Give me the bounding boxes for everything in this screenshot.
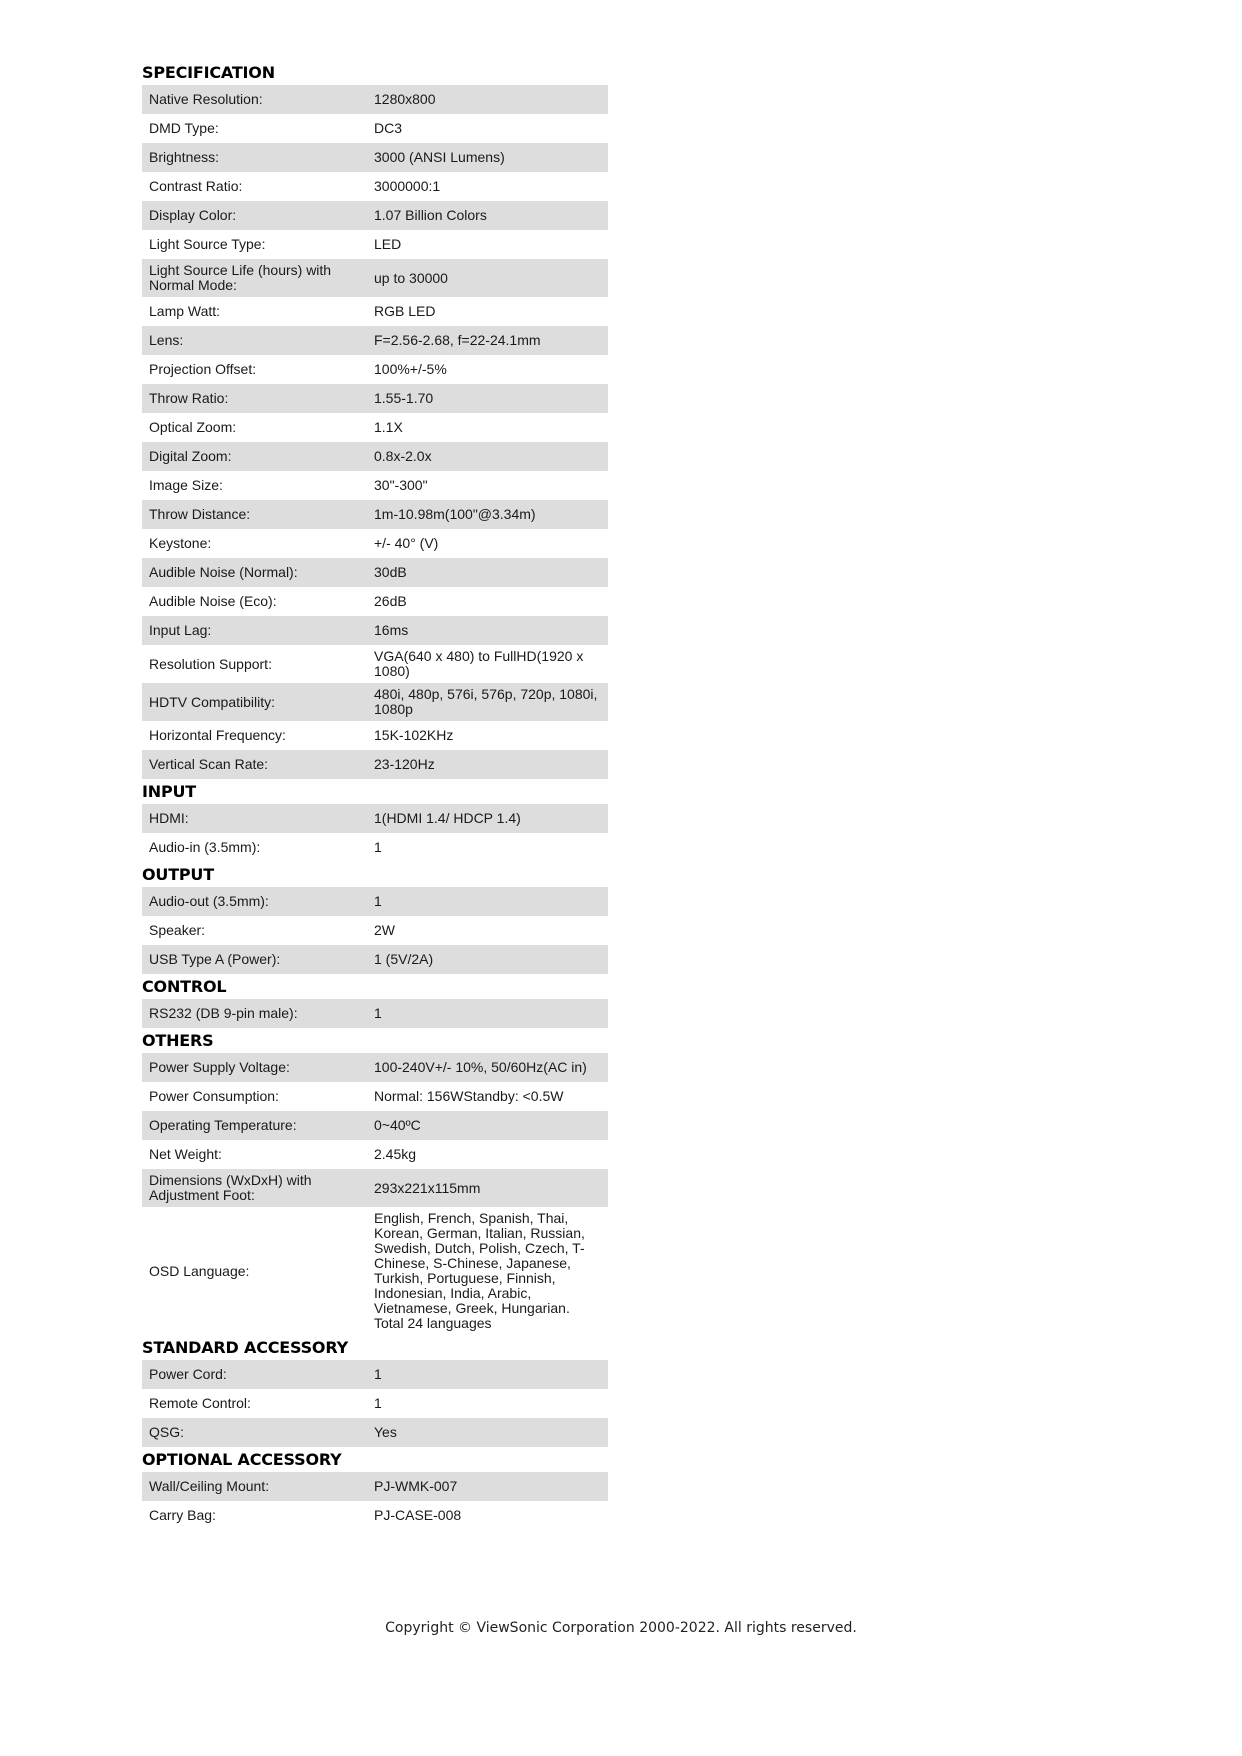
spec-label: Power Consumption: bbox=[149, 1088, 279, 1104]
spec-value: DC3 bbox=[374, 120, 403, 136]
spec-label: Vertical Scan Rate: bbox=[149, 756, 269, 772]
spec-value: 23-120Hz bbox=[374, 756, 435, 772]
spec-label: Native Resolution: bbox=[149, 91, 263, 107]
spec-value: 1m-10.98m(100"@3.34m) bbox=[374, 506, 536, 522]
spec-label: Carry Bag: bbox=[149, 1507, 216, 1523]
spec-value: 0~40ºC bbox=[374, 1117, 421, 1133]
spec-value: +/- 40° (V) bbox=[374, 535, 439, 551]
spec-row bbox=[142, 172, 608, 201]
spec-value: 3000 (ANSI Lumens) bbox=[374, 149, 505, 165]
spec-value: RGB LED bbox=[374, 303, 436, 319]
spec-row bbox=[142, 85, 608, 114]
spec-value: 0.8x-2.0x bbox=[374, 448, 432, 464]
spec-section bbox=[142, 60, 608, 779]
spec-value: F=2.56-2.68, f=22-24.1mm bbox=[374, 332, 541, 348]
spec-row bbox=[142, 442, 608, 471]
spec-section bbox=[142, 974, 608, 1028]
spec-label: Dimensions (WxDxH) with Adjustment Foot: bbox=[149, 1172, 312, 1203]
spec-label: Light Source Life (hours) with Normal Mode: bbox=[149, 262, 332, 293]
spec-value: 480i, 480p, 576i, 576p, 720p, 1080i, 1080p bbox=[374, 686, 598, 717]
spec-label: Audio-out (3.5mm): bbox=[149, 893, 269, 909]
section-title: CONTROL bbox=[142, 977, 227, 996]
spec-row bbox=[142, 945, 608, 974]
spec-label: Net Weight: bbox=[149, 1146, 222, 1162]
spec-value: 293x221x115mm bbox=[374, 1179, 481, 1196]
spec-label: Image Size: bbox=[149, 477, 223, 493]
spec-row bbox=[142, 529, 608, 558]
spec-value: VGA(640 x 480) to FullHD(1920 x 1080) bbox=[374, 648, 584, 679]
spec-value: 1(HDMI 1.4/ HDCP 1.4) bbox=[374, 810, 521, 826]
spec-row bbox=[142, 1111, 608, 1140]
spec-label: Throw Distance: bbox=[149, 506, 251, 522]
spec-row bbox=[142, 616, 608, 645]
spec-label: RS232 (DB 9-pin male): bbox=[149, 1005, 298, 1021]
spec-label: Power Cord: bbox=[149, 1366, 227, 1382]
spec-row bbox=[142, 999, 608, 1028]
spec-value: 1.1X bbox=[374, 419, 403, 435]
spec-section bbox=[142, 1447, 608, 1530]
spec-row bbox=[142, 1140, 608, 1169]
spec-label: Input Lag: bbox=[149, 622, 212, 638]
spec-value: 15K-102KHz bbox=[374, 727, 454, 743]
spec-label: Digital Zoom: bbox=[149, 448, 232, 464]
spec-label: OSD Language: bbox=[149, 1262, 250, 1279]
spec-row bbox=[142, 500, 608, 529]
spec-section bbox=[142, 1028, 608, 1335]
spec-value: 1.55-1.70 bbox=[374, 390, 434, 406]
spec-value: PJ-CASE-008 bbox=[374, 1507, 462, 1523]
spec-row bbox=[142, 750, 608, 779]
spec-value: Normal: 156WStandby: <0.5W bbox=[374, 1088, 564, 1104]
spec-value: 1 (5V/2A) bbox=[374, 951, 434, 967]
spec-label: Audio-in (3.5mm): bbox=[149, 839, 261, 855]
spec-label: Power Supply Voltage: bbox=[149, 1059, 290, 1075]
spec-row bbox=[142, 558, 608, 587]
spec-row bbox=[142, 683, 608, 721]
spec-label: Lamp Watt: bbox=[149, 303, 221, 319]
spec-label: Audible Noise (Eco): bbox=[149, 593, 277, 609]
spec-row bbox=[142, 645, 608, 683]
section-title: INPUT bbox=[142, 782, 196, 801]
spec-row bbox=[142, 1418, 608, 1447]
spec-section bbox=[142, 779, 608, 862]
spec-value: Yes bbox=[374, 1424, 397, 1440]
spec-row bbox=[142, 230, 608, 259]
spec-label: Light Source Type: bbox=[149, 236, 266, 252]
spec-value: 100%+/-5% bbox=[374, 361, 447, 377]
spec-label: Horizontal Frequency: bbox=[149, 727, 286, 743]
spec-value: 30dB bbox=[374, 564, 407, 580]
section-title: SPECIFICATION bbox=[142, 63, 275, 82]
spec-label: Contrast Ratio: bbox=[149, 178, 243, 194]
spec-label: Remote Control: bbox=[149, 1395, 251, 1411]
spec-row bbox=[142, 721, 608, 750]
spec-label: Audible Noise (Normal): bbox=[149, 564, 298, 580]
section-title: OTHERS bbox=[142, 1031, 214, 1050]
spec-label: Optical Zoom: bbox=[149, 419, 237, 435]
spec-row bbox=[142, 1053, 608, 1082]
spec-document bbox=[142, 60, 608, 1530]
spec-row bbox=[142, 384, 608, 413]
spec-value: 1280x800 bbox=[374, 91, 436, 107]
spec-row bbox=[142, 326, 608, 355]
spec-row bbox=[142, 1360, 608, 1389]
spec-row bbox=[142, 143, 608, 172]
spec-row bbox=[142, 1207, 608, 1335]
spec-label: Keystone: bbox=[149, 535, 212, 551]
spec-value: up to 30000 bbox=[374, 269, 448, 286]
spec-row bbox=[142, 259, 608, 297]
spec-value: 100-240V+/- 10%, 50/60Hz(AC in) bbox=[374, 1059, 587, 1075]
spec-value: 16ms bbox=[374, 622, 409, 638]
spec-row bbox=[142, 114, 608, 143]
spec-row bbox=[142, 1501, 608, 1530]
spec-section bbox=[142, 1335, 608, 1447]
spec-label: Projection Offset: bbox=[149, 361, 257, 377]
spec-row bbox=[142, 413, 608, 442]
spec-value: 26dB bbox=[374, 593, 407, 609]
spec-value: 1 bbox=[374, 839, 382, 855]
spec-value: PJ-WMK-007 bbox=[374, 1478, 458, 1494]
spec-value: LED bbox=[374, 236, 402, 252]
spec-value: 1 bbox=[374, 893, 382, 909]
spec-row bbox=[142, 804, 608, 833]
spec-row bbox=[142, 297, 608, 326]
spec-label: HDTV Compatibility: bbox=[149, 693, 276, 710]
spec-row bbox=[142, 587, 608, 616]
spec-value: 30"-300" bbox=[374, 477, 428, 493]
spec-row bbox=[142, 355, 608, 384]
spec-value: 2W bbox=[374, 922, 395, 938]
spec-value: 1 bbox=[374, 1395, 382, 1411]
spec-value: 2.45kg bbox=[374, 1146, 417, 1162]
spec-value: 3000000:1 bbox=[374, 178, 441, 194]
spec-label: Lens: bbox=[149, 332, 184, 348]
spec-row bbox=[142, 833, 608, 862]
spec-row bbox=[142, 471, 608, 500]
spec-value: 1.07 Billion Colors bbox=[374, 207, 487, 223]
spec-label: Display Color: bbox=[149, 207, 237, 223]
copyright-footer: Copyright © ViewSonic Corporation 2000-2022. All rights reserved. bbox=[385, 1620, 857, 1636]
spec-label: Speaker: bbox=[149, 922, 206, 938]
section-title: STANDARD ACCESSORY bbox=[142, 1338, 348, 1357]
spec-row bbox=[142, 1169, 608, 1207]
spec-label: Throw Ratio: bbox=[149, 390, 229, 406]
spec-label: Brightness: bbox=[149, 149, 220, 165]
spec-row bbox=[142, 1082, 608, 1111]
spec-label: Resolution Support: bbox=[149, 655, 272, 672]
spec-value: English, French, Spanish, Thai, Korean, German, Italian, Russian, Swedish, Dutch, Polish, Czech, T-Chinese, S-Chinese, Japanese, Turkish, Portuguese, Finnish, Indonesian, India, Arabic, Vietnamese, Greek, Hungarian. Total 24 languages bbox=[374, 1210, 585, 1331]
spec-row bbox=[142, 916, 608, 945]
spec-label: DMD Type: bbox=[149, 120, 219, 136]
spec-row bbox=[142, 1472, 608, 1501]
spec-row bbox=[142, 1389, 608, 1418]
spec-value: 1 bbox=[374, 1366, 382, 1382]
spec-value: 1 bbox=[374, 1005, 382, 1021]
spec-row bbox=[142, 201, 608, 230]
spec-label: QSG: bbox=[149, 1424, 185, 1440]
spec-label: Operating Temperature: bbox=[149, 1117, 297, 1133]
spec-label: Wall/Ceiling Mount: bbox=[149, 1478, 270, 1494]
spec-label: HDMI: bbox=[149, 810, 189, 826]
section-title: OUTPUT bbox=[142, 865, 214, 884]
section-title: OPTIONAL ACCESSORY bbox=[142, 1450, 342, 1469]
spec-label: USB Type A (Power): bbox=[149, 951, 281, 967]
spec-row bbox=[142, 887, 608, 916]
spec-section bbox=[142, 862, 608, 974]
